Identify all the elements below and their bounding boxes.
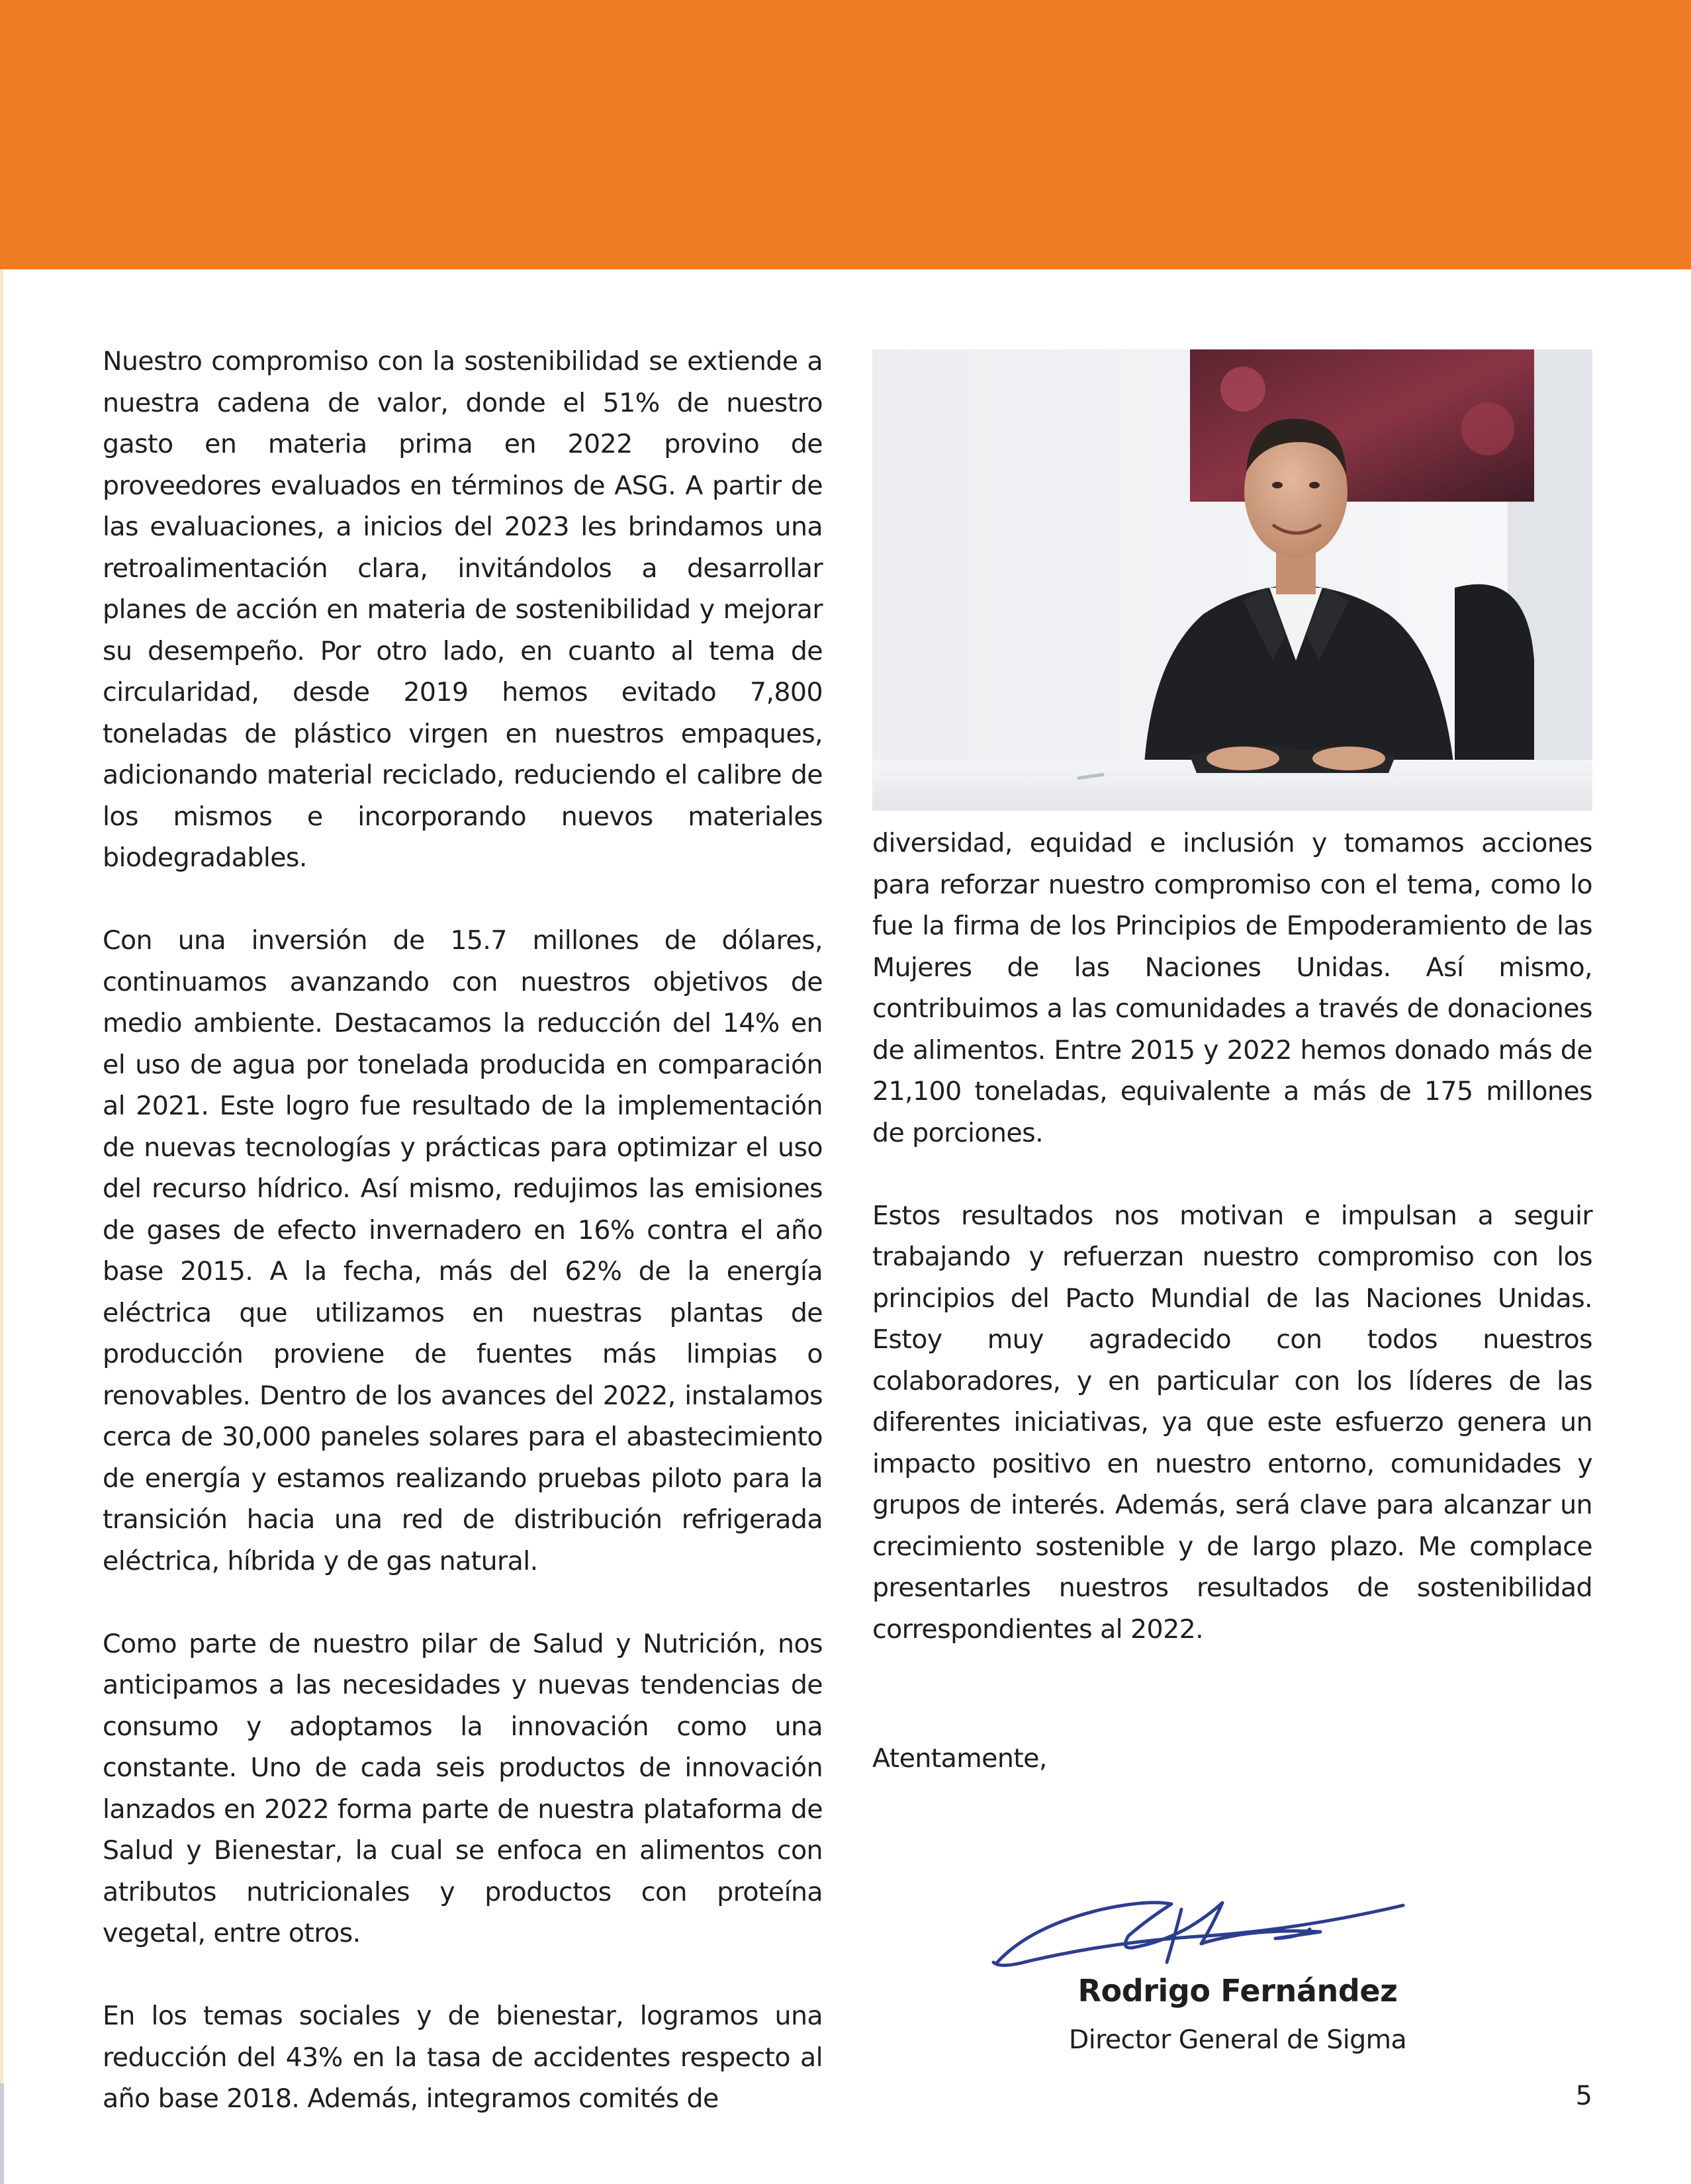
signer-name: Rodrigo Fernández [1077, 1973, 1398, 2009]
letter-left-column [103, 341, 823, 2161]
letter-paragraph: diversidad, equidad e inclusión y tomamos acciones para reforzar nuestro compromiso con el tema, como lo fue la firma de los Principios de Empoderamiento de las Mujeres de las Naciones Unidas. Así mismo, contribuimos a las comunidades a través de donaciones de alimentos. Entre 2015 y 2022 hemos donado más de 21,100 toneladas, equivalente a más de 175 millones de porciones. [872, 828, 1592, 1148]
letter-right-column [872, 823, 1592, 1692]
header-color-band [0, 0, 1691, 269]
page-number: 5 [1575, 2081, 1592, 2111]
letter-paragraph: Como parte de nuestro pilar de Salud y Nutrición, nos anticipamos a las necesidades y nuevas tendencias de consumo y adoptamos la innovación como una constante. Uno de cada seis productos de innovación lanzados en 2022 forma parte de nuestra plataforma de Salud y Bienestar, la cual se enfoca en alimentos con atributos nutricionales y productos con proteína vegetal, entre otros. [103, 1628, 823, 1948]
executive-portrait-photo [872, 349, 1592, 811]
letter-paragraph: En los temas sociales y de bienestar, logramos una reducción del 43% en la tasa de accidentes respecto al año base 2018. Además, integramos comités de [103, 2001, 823, 2114]
page-edge-strip-bottom [0, 2083, 4, 2184]
letter-paragraph: Con una inversión de 15.7 millones de dólares, continuamos avanzando con nuestros objetivos de medio ambiente. Destacamos la reducción del 14% en el uso de agua por tonelada producida en comparación al 2021. Este logro fue resultado de la implementación de nuevas tecnologías y prácticas para optimizar el uso del recurso hídrico. Así mismo, redujimos las emisiones de gases de efecto invernadero en 16% contra el año base 2015. A la fecha, más del 62% de la energía eléctrica que utilizamos en nuestras plantas de producción proviene de fuentes más limpias o renovables. Dentro de los avances del 2022, instalamos cerca de 30,000 paneles solares para el abastecimiento de energía y estamos realizando pruebas piloto para la transición hacia una red de distribución refrigerada eléctrica, híbrida y de gas natural. [103, 925, 823, 1576]
portrait-illustration [872, 349, 1592, 811]
letter-paragraph: Nuestro compromiso con la sostenibilidad se extiende a nuestra cadena de valor, donde el 51% de nuestro gasto en materia prima en 2022 provino de proveedores evaluados en términos de ASG. A partir de las evaluaciones, a inicios del 2023 les brindamos una retroalimentación clara, invitándolos a desarrollar planes de acción en materia de sostenibilidad y mejorar su desempeño. Por otro lado, en cuanto al tema de circularidad, desde 2019 hemos evitado 7,800 toneladas de plástico virgen en nuestros empaques, adicionando material reciclado, reduciendo el calibre de los mismos e incorporando nuevos materiales biodegradables. [103, 346, 823, 873]
signer-role: Director General de Sigma [1068, 2025, 1407, 2055]
letter-paragraph: Estos resultados nos motivan e impulsan a seguir trabajando y refuerzan nuestro compromiso con los principios del Pacto Mundial de las Naciones Unidas. Estoy muy agradecido con todos nuestros colaboradores, y en particular con los líderes de las diferentes iniciativas, ya que este esfuerzo genera un impacto positivo en nuestro entorno, comunidades y grupos de interés. Además, será clave para alcanzar un crecimiento sostenible y de largo plazo. Me complace presentarles nuestros resultados de sostenibilidad correspondientes al 2022. [872, 1200, 1592, 1645]
handwritten-signature [989, 1863, 1413, 1976]
page-edge-strip [0, 269, 3, 2184]
letter-closing: Atentamente, [872, 1743, 1047, 1774]
